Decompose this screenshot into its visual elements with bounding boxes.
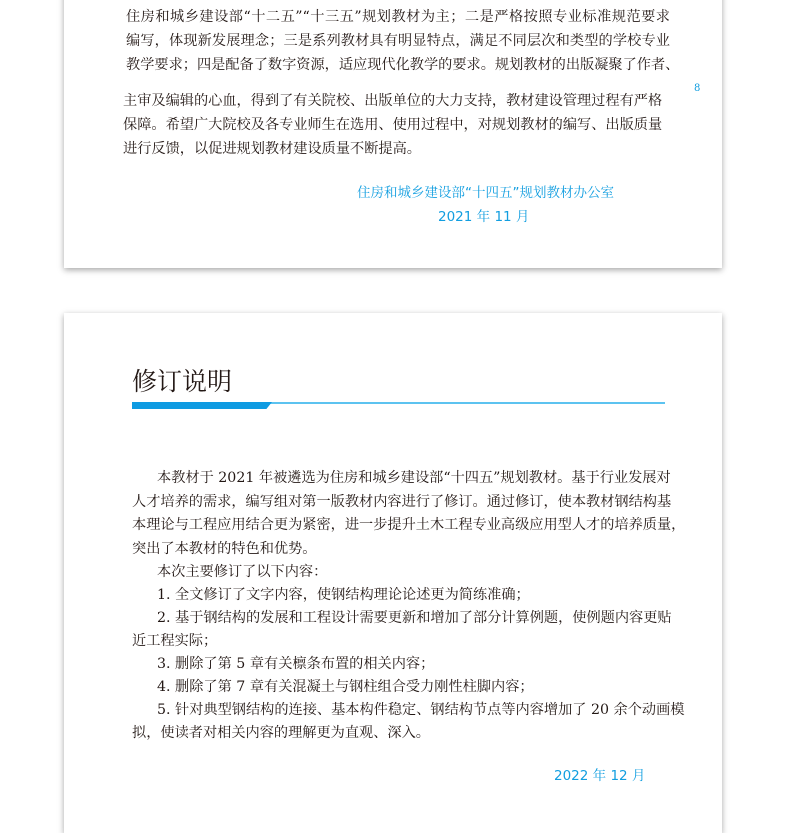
- list-item: 2. 基于钢结构的发展和工程设计需要更新和增加了部分计算例题，使例题内容更贴: [157, 610, 672, 626]
- list-item: 3. 删除了第 5 章有关檩条布置的相关内容；: [157, 656, 435, 672]
- signature: 住房和城乡建设部“十四五”规划教材办公室: [357, 185, 614, 201]
- text-line: 教学要求；四是配备了数字资源，适应现代化教学的要求。规划教材的出版凝聚了作者、: [126, 57, 680, 73]
- text-line: 进行反馈，以促进规划教材建设质量不断提高。: [123, 141, 421, 157]
- text-line: 本理论与工程应用结合更为紧密，进一步提升土木工程专业高级应用型人才的培养质量，: [132, 517, 686, 533]
- list-item: 4. 删除了第 7 章有关混凝土与钢柱组合受力刚性柱脚内容；: [157, 679, 534, 695]
- list-item: 5. 针对典型钢结构的连接、基本构件稳定、钢结构节点等内容增加了 20 余个动画模: [157, 702, 685, 718]
- page-mark-icon: 8: [694, 83, 701, 94]
- text-line: 拟，使读者对相关内容的理解更为直观、深入。: [132, 725, 430, 741]
- revision-page: [64, 313, 722, 833]
- foreword-page: [64, 0, 722, 268]
- foreword-date: 2021 年 11 月: [438, 209, 530, 225]
- text-line: 突出了本教材的特色和优势。: [132, 541, 317, 557]
- text-line: 本次主要修订了以下内容：: [157, 564, 328, 580]
- text-line: 近工程实际；: [132, 633, 218, 649]
- text-line: 编写，体现新发展理念；三是系列教材具有明显特点，满足不同层次和类型的学校专业: [126, 33, 670, 49]
- text-line: 人才培养的需求，编写组对第一版教材内容进行了修订。通过修订，使本教材钢结构基: [132, 494, 672, 510]
- list-item: 1. 全文修订了文字内容，使钢结构理论论述更为简练准确；: [157, 587, 530, 603]
- page-title: 修订说明: [132, 367, 233, 396]
- text-line: 保障。希望广大院校及各专业师生在选用、使用过程中，对规划教材的编写、出版质量: [123, 117, 663, 133]
- text-line: 住房和城乡建设部“十二五”“十三五”规划教材为主；二是严格按照专业标准规范要求: [126, 9, 670, 25]
- title-accent-bar: [132, 402, 272, 409]
- text-line: 本教材于 2021 年被遴选为住房和城乡建设部“十四五”规划教材。基于行业发展对: [157, 470, 671, 486]
- text-line: 主审及编辑的心血，得到了有关院校、出版单位的大力支持，教材建设管理过程有严格: [123, 93, 663, 109]
- revision-date: 2022 年 12 月: [554, 768, 646, 784]
